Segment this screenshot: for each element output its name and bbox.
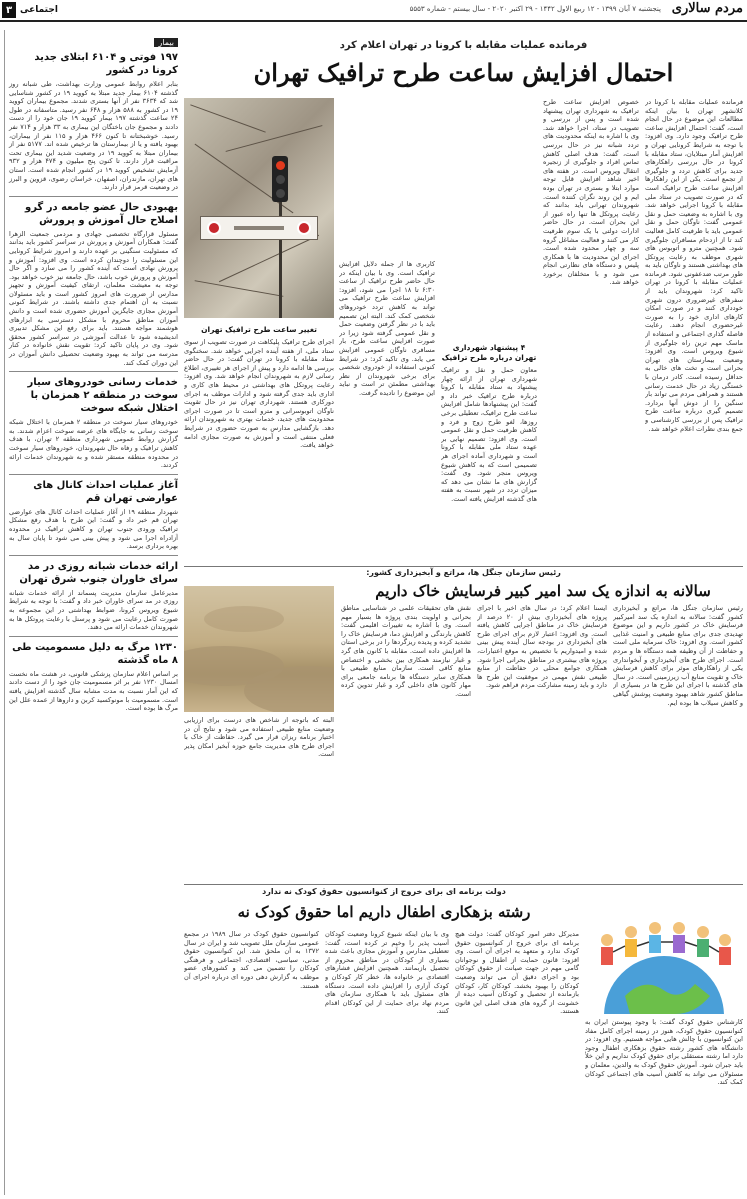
lead-column-middle: خصوص افزایش ساعت طرح ترافیک به شهرداری تهران پیشنهاد شده است و پس از بررسی و تصویب در ستاد، اجرا خواهد شد. وی با اشاره به اینکه محدودیت های تردد شبانه نیز در حال بررسی است، گفت: هدف اصلی کاهش تماس افراد و جلوگیری از زنجیره انتقال ویروس است. در هفته های اخیر شاهد افزایش قابل توجه موارد ابتلا و بستری در تهران بوده ایم و این روند نگران کننده است. شهروندان تهرانی باید بدانند که رعایت پروتکل ها تنها راه عبور از این بحران است. در حال حاضر ادارات دولتی با یک سوم ظرفیت کار می کنند و فعالیت مشاغل گروه سه و چهار محدود شده است. اجرای این محدودیت ها با همکاری پلیس و دستگاه های نظارتی انجام می شود و با متخلفان برخورد خواهد شد. bbox=[543, 98, 639, 287]
story2-caption: البته که باتوجه از شاخص های درست برای ارزیابی وضعیت منابع طبیعی استفاده می شود و نتایج آن در اختیار برنامه ریزان قرار می گیرد. حفاظت از خاک با اجرای طرح های مدیریت جامع حوزه آبخیز امکان پذیر است. bbox=[184, 716, 334, 759]
sidebar-divider bbox=[9, 636, 178, 637]
lead-subheadline-2: تغییر ساعت طرح ترافیک تهران bbox=[201, 325, 317, 334]
section-divider bbox=[184, 566, 743, 567]
issue-line: پنجشنبه ۷ آبان ۱۳۹۹ - ۱۲ ربیع الاول ۱۴۴۲ - ۲۹ اکتبر ۲۰۲۰ - سال بیستم - شماره ۵۵۵۳ bbox=[409, 5, 661, 13]
sidebar-divider bbox=[9, 474, 178, 475]
page-number: ۳ bbox=[2, 2, 16, 18]
dust-landscape-photo bbox=[184, 586, 334, 712]
newspaper-logo: مردم سالاری bbox=[671, 1, 743, 16]
story2-headline: سالانه به اندازه یک سد امیر کبیر فرسایش خاک داریم bbox=[375, 582, 711, 600]
traffic-photo bbox=[184, 98, 334, 318]
sidebar-body-1: بنابر اعلام روابط عمومی وزارت بهداشت، طی شبانه روز گذشته ۶۱۰۴ بیمار جدید مبتلا به کووید ۱۹ در کشور شناسایی شد که ۳۶۳۴ نفر از آنها بستری شدند. مجموع بیماران کووید ۱۹ در کشور به ۵۸۸ هزار و ۶۴۸ نفر رسید. متاسفانه در طول ۲۴ ساعت گذشته ۱۹۷ بیمار کووید ۱۹ جان خود را از دست دادند و مجموع جان باختگان این بیماری به ۳۳ هزار و ۷۱۴ نفر رسید. خوشبختانه تا کنون ۴۶۶ هزار و ۱۱۵ نفر از بیماران، بهبود یافته و یا از بیمارستان ها ترخیص شده اند. ۵۱۷۷ نفر از بیماران مبتلا به کووید ۱۹ در وضعیت شدید این بیماری تحت مراقبت قرار دارند. تا کنون پنج میلیون و ۴۷۴ هزار و ۹۳۲ آزمایش تشخیص کووید ۱۹ در کشور انجام شده است. استان های تهران، مازندران، اصفهان، خراسان رضوی، قزوین و البرز در وضعیت قرمز قرار دارند. bbox=[9, 80, 178, 192]
traffic-light-icon bbox=[272, 156, 288, 202]
lead-body-c: اجرای طرح ترافیک پلیکاهت در صورت تصویب از سوی ستاد ملی، از هفته آینده اجرایی خواهد شد. سخنگوی ستاد مقابله با کرونا در تهران گفت: در حال حاضر بررسی ها ادامه دارد و پیش از اجرای هر تغییری، اطلاع رسانی لازم به شهروندان انجام خواهد شد. وی افزود: رعایت پروتکل های بهداشتی در محیط های کاری و اداری باید جدی گرفته شود و ادارات موظف به اجرای دورکاری هستند. شهرداری تهران نیز در حال تقویت ناوگان اتوبوسرانی و مترو است تا در صورت اجرای محدودیت های جدید، خدمات بهتری به شهروندان ارائه دهد. بازگشایی مدارس به صورت حضوری در شرایط فعلی منتفی است و آموزش به صورت مجازی ادامه خواهد یافت. bbox=[184, 338, 334, 450]
lead-column-left-c bbox=[184, 322, 334, 568]
sidebar-headline-2: بهبودی حال عضو جامعه در گرو اصلاح حال آموزش و پرورش bbox=[24, 201, 178, 226]
section-title: اجتماعی bbox=[20, 5, 58, 15]
sidebar-body-5: مدیرعامل سازمان مدیریت پسماند از ارائه خدمات شبانه روزی در مد سرای خاوران خبر داد و گفت: با توجه به شرایط شیوع ویروس کرونا، ضوابط بهداشتی در این مجموعه به صورت کامل رعایت می شود و پرسنل با رعایت پروتکل ها به شهروندان خدمات ارائه می دهند. bbox=[9, 588, 178, 632]
main-content bbox=[184, 30, 743, 1195]
lead-column-left-b: کاربری ها از جمله دلایل افزایش ترافیک است. وی با بیان اینکه در حال حاضر طرح ترافیک از ساعت ۶:۳۰ تا ۱۸ اجرا می شود، افزود: افزایش ساعت طرح ترافیک می تواند به کاهش تردد خودروهای شخصی کمک کند. البته این تصمیم باید با در نظر گرفتن وضعیت حمل و نقل عمومی گرفته شود زیرا در صورت افزایش ساعت طرح، بار مسافری ناوگان عمومی افزایش می یابد. وی تاکید کرد: در شرایط کنونی استفاده از خودروی شخصی برای برخی شهروندان از نظر بهداشتی مطمئن تر است و نباید این موضوع را نادیده گرفت. bbox=[339, 260, 435, 397]
story2-kicker: رئیس سازمان جنگل ها، مراتع و آبخیزداری کشور: bbox=[366, 568, 561, 577]
sidebar-headline-5: ارائه خدمات شبانه روزی در مد سرای خاوران جنوب شرق تهران bbox=[19, 560, 178, 585]
sidebar-headline-3: خدمات رسانی خودروهای سیار سوخت در منطقه ۲ همزمان با اختلال شبکه سوخت bbox=[27, 377, 178, 415]
news-sidebar bbox=[4, 30, 178, 1195]
sidebar-body-2: مسئول قرارگاه تخصصی جهادی و مردمی جمعیت الزهرا گفت: همکاران آموزش و پرورش در سراسر کشور باید بدانند که مسئولیت سنگینی بر عهده دارند و امروز شرایط کرونایی این مسئولیت را دوچندان کرده است. وی افزود: آموزش و پرورش نهادی است که آینده کشور را می سازد و اگر حال آموزش و پرورش خوب باشد، حال جامعه نیز خوب خواهد بود. توجه به معیشت معلمان، ارتقای کیفیت آموزش و تجهیز مدارس از ضرورت های امروز کشور است و باید مسئولان نسبت به آن اهتمام جدی داشته باشند. در شرایط کنونی آموزش مجازی جایگزین آموزش حضوری شده است و دانش آموزان مناطق محروم با مشکل دسترسی به ابزارهای هوشمند مواجه هستند. باید برای رفع این مشکل تدبیری اندیشیده شود تا عدالت آموزشی در سراسر کشور محقق شود. وی در پایان تاکید کرد: تقویت نقش خانواده در کنار مدرسه می تواند به بهبود وضعیت تحصیلی دانش آموزان در این دوران کمک کند. bbox=[9, 229, 178, 367]
no-entry-sign-icon bbox=[200, 216, 318, 240]
story3-column-b: مدیرکل دفتر امور کودکان گفت: دولت هیچ برنامه ای برای خروج از کنوانسیون حقوق کودک ندارد و متعهد به اجرای آن است. وی افزود: قانون حمایت از اطفال و نوجوانان گامی مهم در جهت صیانت از حقوق کودکان بود و اجرای دقیق آن می تواند وضعیت کودکان را بهبود بخشد. کودکان کار، کودکان بازمانده از تحصیل و کودکان آسیب دیده از خشونت از گروه های هدف اصلی این قانون هستند. bbox=[455, 930, 579, 1016]
story3-kicker: دولت برنامه ای برای خروج از کنوانسیون حقوق کودک نه ندارد bbox=[262, 887, 506, 896]
sidebar-headline-4: آغاز عملیات احداث کانال های عوارضی تهران قم bbox=[33, 479, 178, 504]
lead-headline: احتمال افزایش ساعت طرح ترافیک تهران bbox=[253, 58, 674, 87]
story3-column-d: کنوانسیون حقوق کودک در سال ۱۹۸۹ در مجمع عمومی سازمان ملل تصویب شد و ایران در سال ۱۳۷۲ به آن ملحق شد. این کنوانسیون حقوق مدنی، سیاسی، اقتصادی، اجتماعی و فرهنگی کودکان را تضمین می کند و کشورهای عضو موظف به گزارش دهی دوره ای درباره اجرای آن هستند. bbox=[184, 930, 319, 990]
sidebar-divider bbox=[9, 371, 178, 372]
page-header bbox=[0, 0, 747, 22]
sidebar-tag: بیمار bbox=[154, 38, 178, 47]
sidebar-body-3: خودروهای سیار سوخت در منطقه ۲ همزمان با اختلال شبکه سوخت رسانی به جایگاه های عرضه سوخت اعزام شدند. به گزارش روابط عمومی شهرداری منطقه ۲ تهران، با هدف کاهش ترافیک و رفاه حال شهروندان، خودروهای سیار سوخت در محدوده منطقه مستقر شده و به شهروندان خدمات ارائه کردند. bbox=[9, 418, 178, 470]
sidebar-body-4: شهردار منطقه ۱۹ از آغاز عملیات احداث کانال های عوارضی تهران قم خبر داد و گفت: این طرح با هدف رفع مشکل ترافیک ورودی جنوب تهران و کاهش ترافیک در محدوده آزادراه اجرا می شود و پیش بینی می شود تا پایان سال به بهره برداری برسد. bbox=[9, 507, 178, 551]
story3-column-c: وی با بیان اینکه شیوع کرونا وضعیت کودکان آسیب پذیر را وخیم تر کرده است، گفت: تعطیلی مدارس و آموزش مجازی باعث شده بسیاری از کودکان در مناطق محروم از تحصیل بازبمانند. همچنین افزایش فشارهای اقتصادی بر خانواده ها، خطر کار کودکان و کودک آزاری را افزایش داده است. دستگاه های مسئول باید با همکاری سازمان های مردم نهاد برای حمایت از این کودکان اقدام کنند. bbox=[325, 930, 449, 1016]
story3-column-a: کارشناس حقوق کودک گفت: با وجود پیوستن ایران به کنوانسیون حقوق کودک، هنوز در زمینه اجرای کامل مفاد این کنوانسیون با چالش هایی مواجه هستیم. وی افزود: در دانشگاه های کشور رشته حقوق بزهکاری اطفال وجود دارد اما رشته مستقلی برای حقوق کودک نداریم و این خلأ باید جبران شود. آموزش حقوق کودک به والدین، معلمان و مسئولان می تواند به کاهش آسیب های اجتماعی کودکان کمک کند. bbox=[585, 1018, 743, 1087]
lead-column-right: فرمانده عملیات مقابله با کرونا در کلانشهر تهران با بیان اینکه مطالعات این موضوع در حال انجام است، گفت: احتمال افزایش ساعت طرح ترافیک وجود دارد. وی افزود: با توجه به شرایط کرونایی تهران و افزایش آمار مبتلایان، ستاد مقابله با کرونا در حال بررسی راهکارهای جدید برای کاهش تردد و جلوگیری از تجمع است. یکی از این راهکارها افزایش ساعت طرح ترافیک است که در صورت تصویب در ستاد ملی مقابله با کرونا اجرایی خواهد شد. وی با اشاره به وضعیت حمل و نقل عمومی گفت: ناوگان حمل و نقل عمومی باید با ظرفیت کامل فعالیت کند تا از ازدحام مسافران جلوگیری شود. همچنین مترو و اتوبوس های شهری موظف به رعایت پروتکل های بهداشتی هستند و ناوگان باید به طور مرتب ضدعفونی شود. فرمانده عملیات مقابله با کرونا در تهران تاکید کرد: شهروندان باید از سفرهای غیرضروری درون شهری خودداری کنند و در صورت امکان کارهای اداری خود را به صورت غیرحضوری انجام دهند. رعایت فاصله گذاری اجتماعی و استفاده از ماسک مهم ترین راه جلوگیری از شیوع ویروس است. وی افزود: وضعیت بیمارستان های تهران بحرانی است و تخت های خالی به حداقل رسیده است. کادر درمان با خستگی زیاد در حال خدمت رسانی هستند و همراهی مردم می تواند بار سنگین را از دوش آنها بردارد. تصمیم گیری درباره ساعت طرح ترافیک پس از بررسی کارشناسی و جمع بندی نظرات اعلام خواهد شد. bbox=[645, 98, 743, 433]
sidebar-body-6: بر اساس اعلام سازمان پزشکی قانونی، در هشت ماه نخست امسال ۱۲۳۰ نفر بر اثر مسمومیت جان خود را از دست دادند که این آمار نسبت به مدت مشابه سال گذشته افزایش یافته است. مسمومیت با مونوکسید کربن و داروها از عمده علل این مرگ ها بوده است. bbox=[9, 669, 178, 713]
lead-kicker: فرمانده عملیات مقابله با کرونا در تهران اعلام کرد bbox=[339, 40, 588, 51]
story2-column-a: رئیس سازمان جنگل ها، مراتع و آبخیزداری کشور گفت: سالانه به اندازه یک سد امیرکبیر فرسایش خاک در کشور داریم و این موضوع تهدیدی جدی برای منابع طبیعی و امنیت غذایی کشور است. وی افزود: خاک سرمایه ملی است و حفاظت از آن وظیفه همه دستگاه ها و مردم است. اجرای طرح های آبخیزداری و آبخوانداری یکی از راهکارهای موثر برای کاهش فرسایش خاک و تقویت منابع آب زیرزمینی است. در سال های گذشته با اجرای این طرح ها در بسیاری از مناطق کشور شاهد بهبود وضعیت پوشش گیاهی و کاهش سیلاب ها بوده ایم. bbox=[613, 604, 743, 707]
sidebar-headline-1: ۱۹۷ فوتی و ۶۱۰۴ ابتلای جدید کرونا در کشور bbox=[34, 52, 178, 76]
lead-subheadline: ۴ پیشنهاد شهرداری تهران درباره طرح ترافیک bbox=[441, 343, 537, 362]
story2-column-b: ایسنا اعلام کرد: در سال های اخیر با اجرای پروژه های آبخیزداری بیش از ۲۰ درصد از فرسایش خاک در مناطق اجرایی کاهش یافته است. وی افزود: اعتبار لازم برای اجرای طرح های آبخیزداری در بودجه سال آینده پیش بینی شده و امیدواریم با تخصیص به موقع اعتبارات، پروژه های بیشتری در مناطق بحرانی اجرا شود. همکاری جوامع محلی در حفاظت از منابع طبیعی نقش مهمی در موفقیت این طرح ها دارد و باید زمینه مشارکت مردم فراهم شود. bbox=[477, 604, 607, 690]
lead-body-a: معاون حمل و نقل و ترافیک شهرداری تهران از ارائه چهار پیشنهاد به ستاد مقابله با کرونا درباره طرح ترافیک خبر داد و گفت: این پیشنهادها شامل افزایش ساعت طرح ترافیک، تعطیلی برخی روزها، لغو طرح زوج و فرد و کاهش ظرفیت حمل و نقل عمومی است. وی افزود: تصمیم نهایی بر عهده ستاد ملی مقابله با کرونا است و شهرداری آماده اجرای هر تصمیمی است که به کاهش شیوع ویروس منجر شود. وی گفت: گزارش های ما نشان می دهد که میزان تردد در شهر نسبت به هفته های گذشته افزایش یافته است. bbox=[441, 366, 537, 503]
story2-column-c: نقش های تحقیقات علمی در شناسایی مناطق بحرانی و اولویت بندی پروژه ها بسیار مهم است. وی با اشاره به تغییرات اقلیمی گفت: کاهش بارندگی و افزایش دما، فرسایش خاک را تشدید کرده و پدیده ریزگردها را در برخی استان ها افزایش داده است. مقابله با کانون های گرد و غبار نیازمند همکاری بین بخشی و اختصاص منابع کافی است. سازمان منابع طبیعی با همکاری سایر دستگاه ها برنامه جامعی برای مهار کانون های داخلی گرد و غبار تدوین کرده است. bbox=[341, 604, 471, 698]
sidebar-divider bbox=[9, 196, 178, 197]
globe-icon bbox=[585, 896, 743, 1014]
children-globe-illustration bbox=[585, 896, 743, 1014]
sidebar-divider bbox=[9, 555, 178, 556]
story3-headline: رشته بزهکاری اطفال داریم اما حقوق کودک نه bbox=[237, 903, 531, 921]
sidebar-headline-6: ۱۲۳۰ مرگ به دلیل مسمومیت طی ۸ ماه گذشته bbox=[12, 641, 178, 666]
section-divider bbox=[184, 884, 743, 885]
lead-column-left-a bbox=[441, 340, 537, 568]
